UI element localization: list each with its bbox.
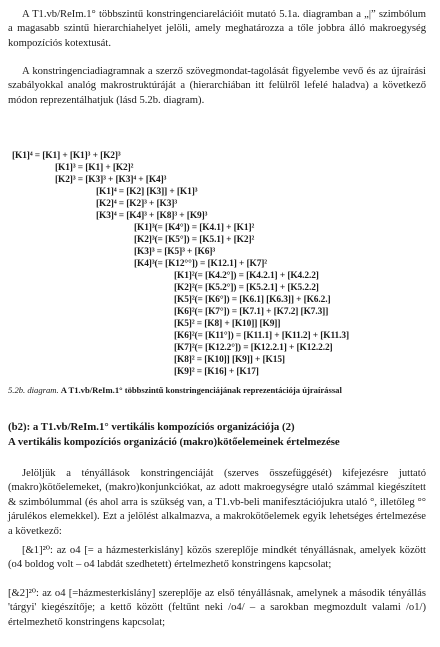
section-heading-1: (b2): a T1.vb/ReIm.1° vertikális kompozíciós organizációja (2) bbox=[8, 421, 295, 433]
diagram-line-3: [K2]³ = [K3]³ + [K3]⁴ + [K4]³ bbox=[55, 175, 167, 185]
diagram-line-2: [K1]³ = [K1] + [K2]² bbox=[55, 163, 134, 173]
diagram-caption bbox=[8, 385, 432, 396]
diagram-line-10: [K4]³(= [K12°°]) = [K12.1] + [K7]² bbox=[134, 259, 268, 269]
body-paragraph-1: Jelöljük a tényállások konstringenciáját (szerves összefüggését) kifejezésre juttató (makro)kötőelemeket, (makro)konjunkciókat, az adott makroegységre utaló számmal kiegészített & szimbólummal (és ahol arra is szükség van, a T1.vb-beli manifesztációjukra utaló °, illetőleg °° járulékos elemekkel). Ezt a jelölést alkalmazva, a makrokötőelemek egyik lehetséges értelmezése a következő: bbox=[8, 468, 426, 537]
diagram-line-5: [K2]⁴ = [K2]³ + [K3]³ bbox=[96, 199, 178, 209]
diagram-line-6: [K3]⁴ = [K4]³ + [K8]³ + [K9]³ bbox=[96, 211, 208, 221]
diagram-line-7: [K1]³(= [K4°]) = [K4.1] + [K1]² bbox=[134, 223, 255, 233]
diagram-line-12: [K2]²(= [K5.2°]) = [K5.2.1] + [K5.2.2] bbox=[174, 283, 319, 293]
section-heading-2: A vertikális kompozíciós organizáció (makro)kötőelemeinek értelmezése bbox=[8, 436, 340, 448]
intro-paragraph-1: A T1.vb/ReIm.1° többszintű konstringenciarelációit mutató 5.1a. diagramban a „|” szimbólum a magasabb szintű hierarchiahelyet jelöli, amely meghatározza a tőle jobbra álló makroegység kompozíciós kotextusát. bbox=[8, 9, 426, 49]
caption-label: 5.2b. diagram. bbox=[8, 385, 59, 395]
diagram-line-18: [K8]² = [K10]] [K9]] + [K15] bbox=[174, 355, 285, 365]
diagram-line-11: [K1]²(= [K4.2°]) = [K4.2.1] + [K4.2.2] bbox=[174, 271, 319, 281]
diagram-line-17: [K7]²(= [K12.2°]) = [K12.2.1] + [K12.2.2] bbox=[174, 343, 333, 353]
diagram-line-9: [K3]³ = [K5]³ + [K6]³ bbox=[134, 247, 216, 257]
diagram-line-14: [K6]²(= [K7°]) = [K7.1] + [K7.2] [K7.3]] bbox=[174, 307, 329, 317]
diagram-line-19: [K9]² = [K16] + [K17] bbox=[174, 367, 259, 377]
intro-paragraph-2: A konstringenciadiagramnak a szerző szövegmondat-tagolását figyelembe vevő és az újraírási szabályokkal analóg makrostruktúráját a (hierarchiában itt felülről lefelé haladva) a következő módon reprezentálhatjuk (lásd 5.2b. diagram). bbox=[8, 66, 426, 106]
diagram-line-8: [K2]³(= [K5°]) = [K5.1] + [K2]² bbox=[134, 235, 255, 245]
diagram-line-13: [K5]²(= [K6°]) = [K6.1] [K6.3]] + [K6.2.] bbox=[174, 295, 331, 305]
diagram-line-15: [K5]² = [K8] + [K10]] [K9]] bbox=[174, 319, 281, 329]
body-paragraph-2: [&1]²⁰: az o4 [= a házmesterkislány] közös szereplője mindkét tényállásnak, amelyek között (o4 boldog volt – o4 labdát szedhetett) értelmezhető konstringens kapcsolat; bbox=[8, 545, 426, 571]
body-paragraph-3: [&2]²⁰: az o4 [=házmesterkislány] szereplője az első tényállásnak, amelynek a második tényállás 'tárgyi' kiegészítője; a kettő között (feltűnt neki /o4/ – a sarokban megmozdult valami /o1/) értelmezhető konstringens kapcsolat; bbox=[8, 588, 426, 628]
diagram-line-1: [K1]⁴ = [K1] + [K1]³ + [K2]³ bbox=[12, 151, 121, 161]
diagram-line-4: [K1]⁴ = [K2] [K3]] + [K1]³ bbox=[96, 187, 198, 197]
caption-text: A T1.vb/ReIm.1° többszintű konstringenciájának reprezentációja újraírással bbox=[60, 385, 342, 395]
diagram-line-16: [K6]²(= [K11°]) = [K11.1] + [K11.2] + [K11.3] bbox=[174, 331, 349, 341]
